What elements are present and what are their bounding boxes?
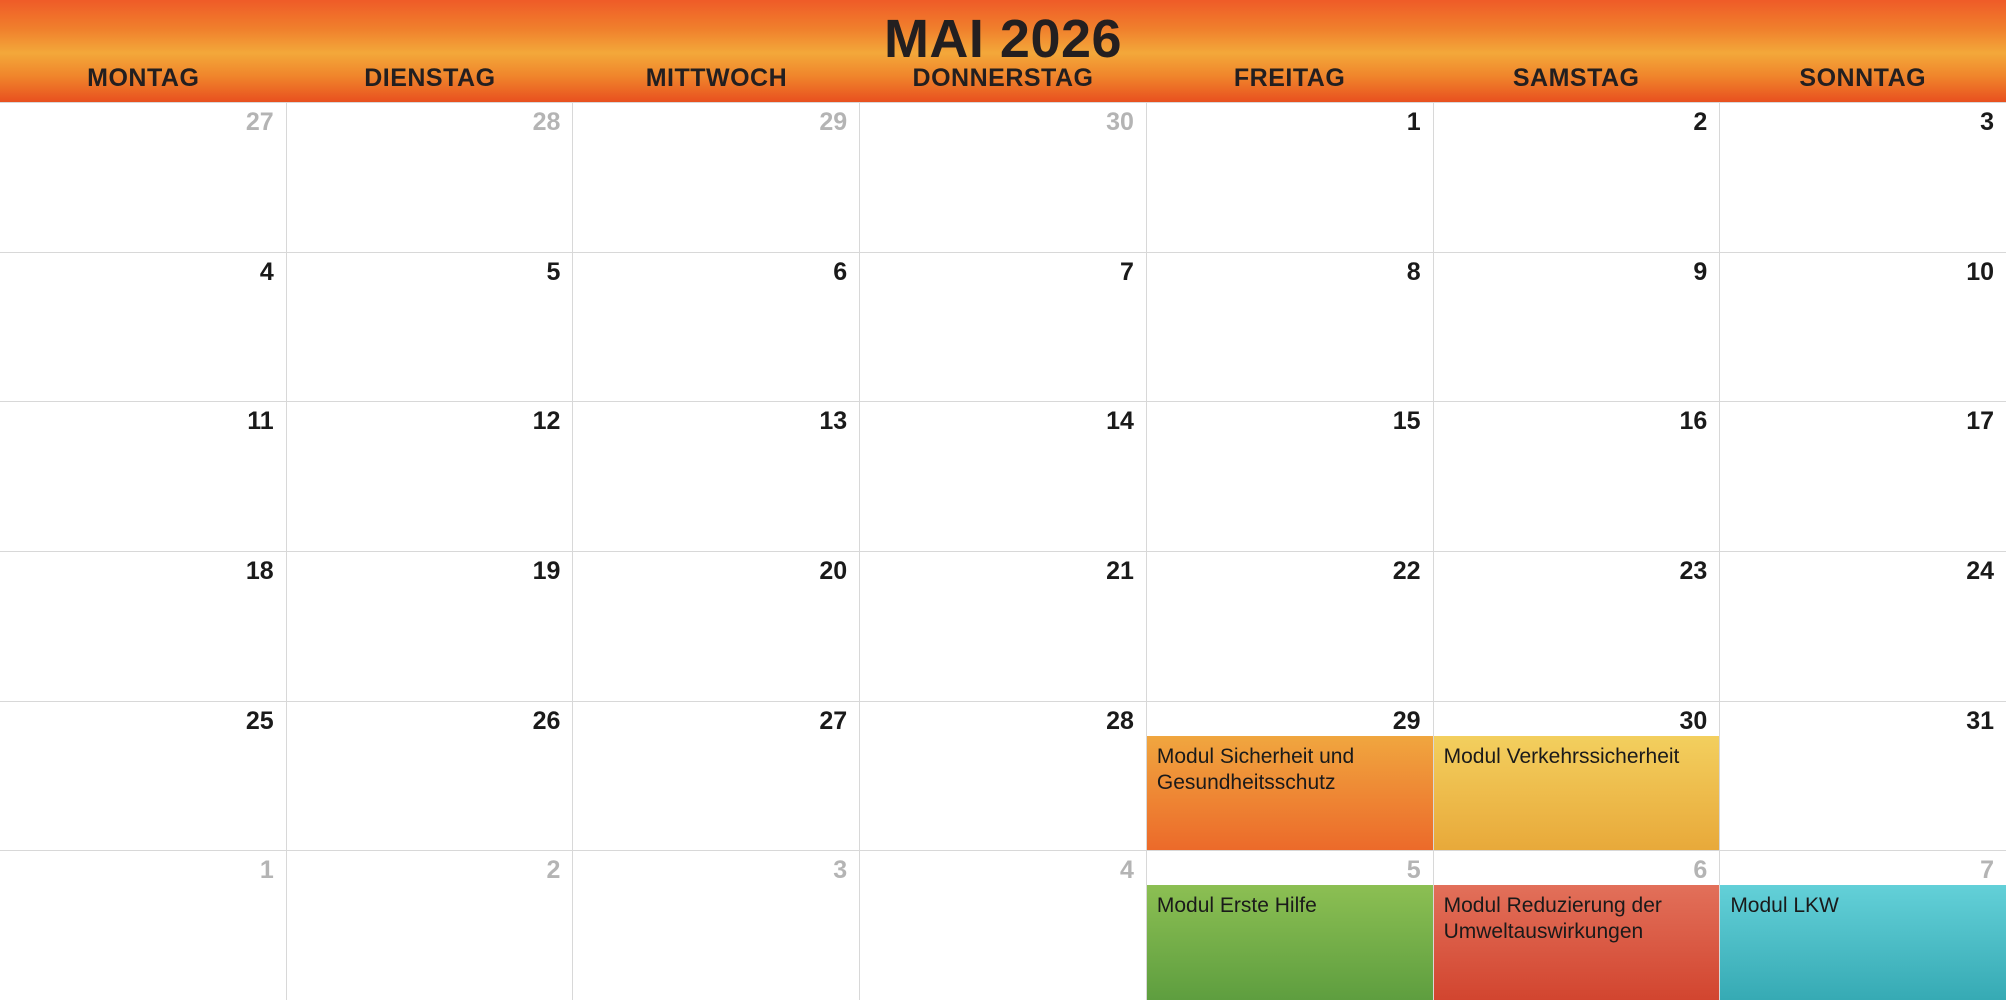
calendar-day-cell[interactable] <box>1434 103 1721 252</box>
day-events <box>860 736 1146 851</box>
calendar-day-cell[interactable] <box>1147 402 1434 551</box>
day-events <box>1147 436 1433 551</box>
day-events <box>287 137 573 252</box>
calendar-grid <box>0 102 2006 1000</box>
day-number: 7 <box>1119 257 1134 286</box>
calendar-day-cell[interactable] <box>0 253 287 402</box>
calendar-day-cell[interactable] <box>0 851 287 1000</box>
day-events <box>573 885 859 1000</box>
day-events <box>287 586 573 701</box>
calendar-week-row <box>0 552 2006 702</box>
day-events <box>860 586 1146 701</box>
calendar-event[interactable]: Modul Reduzierung der Umweltauswirkungen <box>1434 885 1720 1000</box>
day-events <box>0 885 286 1000</box>
day-events <box>1434 436 1720 551</box>
day-number: 24 <box>1966 557 1995 586</box>
day-events <box>1434 885 1720 1000</box>
calendar-event[interactable]: Modul Verkehrssicherheit <box>1434 736 1720 851</box>
day-number: 19 <box>532 557 561 586</box>
day-events <box>860 436 1146 551</box>
calendar-day-cell[interactable] <box>1147 702 1434 851</box>
day-number: 1 <box>259 856 274 885</box>
calendar-day-cell[interactable] <box>0 402 287 551</box>
calendar-day-cell[interactable] <box>860 402 1147 551</box>
day-events <box>860 287 1146 402</box>
day-number: 22 <box>1392 557 1421 586</box>
day-events <box>573 287 859 402</box>
day-number: 6 <box>833 257 848 286</box>
day-events <box>287 436 573 551</box>
weekday-sunday: SONNTAG <box>1799 64 1927 92</box>
day-events <box>1720 736 2006 851</box>
calendar-day-cell[interactable] <box>1720 702 2006 851</box>
weekday-saturday: SAMSTAG <box>1512 64 1640 92</box>
day-events <box>1147 287 1433 402</box>
weekday-wednesday: MITTWOCH <box>645 64 788 92</box>
calendar-day-cell[interactable] <box>573 103 860 252</box>
day-number: 20 <box>819 557 848 586</box>
day-number: 8 <box>1406 257 1421 286</box>
calendar-day-cell[interactable] <box>0 103 287 252</box>
calendar-day-cell[interactable] <box>860 851 1147 1000</box>
calendar-day-cell[interactable] <box>287 702 574 851</box>
calendar-day-cell[interactable] <box>1720 253 2006 402</box>
day-number: 28 <box>532 108 561 136</box>
calendar-day-cell[interactable] <box>1720 552 2006 701</box>
calendar-week-row <box>0 103 2006 253</box>
day-events <box>573 586 859 701</box>
day-events <box>860 137 1146 252</box>
day-number: 2 <box>1693 108 1708 136</box>
day-number: 12 <box>532 407 561 436</box>
day-events <box>0 586 286 701</box>
day-events <box>573 436 859 551</box>
day-events <box>1434 287 1720 402</box>
day-events <box>1147 736 1433 851</box>
day-number: 11 <box>247 407 274 436</box>
day-events <box>1720 885 2006 1000</box>
day-events <box>0 287 286 402</box>
calendar-day-cell[interactable] <box>0 552 287 701</box>
calendar-week-row <box>0 402 2006 552</box>
day-number: 4 <box>1119 856 1134 885</box>
day-number: 21 <box>1106 557 1134 586</box>
weekday-thursday: DONNERSTAG <box>912 64 1094 92</box>
calendar-day-cell[interactable] <box>287 103 574 252</box>
calendar-day-cell[interactable] <box>287 552 574 701</box>
calendar-day-cell[interactable] <box>860 253 1147 402</box>
day-events <box>1720 137 2006 252</box>
calendar-day-cell[interactable] <box>1147 103 1434 252</box>
day-events <box>287 885 573 1000</box>
day-events <box>1434 586 1720 701</box>
day-number: 14 <box>1106 407 1134 436</box>
day-number: 4 <box>259 257 274 286</box>
day-number: 29 <box>1392 706 1421 735</box>
day-number: 27 <box>245 108 274 136</box>
day-events <box>1720 436 2006 551</box>
day-events <box>573 736 859 851</box>
day-number: 28 <box>1106 706 1134 735</box>
day-events <box>287 287 573 402</box>
day-events <box>1720 586 2006 701</box>
day-number: 3 <box>1980 108 1995 136</box>
day-number: 31 <box>1966 706 1995 735</box>
day-events <box>1147 885 1433 1000</box>
calendar-day-cell[interactable] <box>1720 851 2006 1000</box>
day-number: 6 <box>1693 856 1708 885</box>
calendar-day-cell[interactable] <box>287 851 574 1000</box>
day-number: 16 <box>1679 407 1708 436</box>
day-events <box>573 137 859 252</box>
day-number: 10 <box>1966 257 1995 286</box>
calendar-day-cell[interactable] <box>1434 851 1721 1000</box>
day-number: 17 <box>1966 407 1995 436</box>
calendar-day-cell[interactable] <box>1720 402 2006 551</box>
calendar-day-cell[interactable] <box>860 552 1147 701</box>
day-events <box>287 736 573 851</box>
calendar-day-cell[interactable] <box>860 103 1147 252</box>
calendar-day-cell[interactable] <box>1434 402 1721 551</box>
calendar-day-cell[interactable] <box>1147 851 1434 1000</box>
calendar-day-cell[interactable] <box>0 702 287 851</box>
day-number: 25 <box>245 706 274 735</box>
day-number: 1 <box>1406 108 1421 136</box>
day-events <box>1720 287 2006 402</box>
calendar-day-cell[interactable] <box>860 702 1147 851</box>
day-events <box>1434 736 1720 851</box>
day-number: 23 <box>1679 557 1708 586</box>
day-number: 30 <box>1106 108 1134 136</box>
calendar-day-cell[interactable] <box>1720 103 2006 252</box>
day-number: 30 <box>1679 706 1708 735</box>
day-number: 5 <box>1406 856 1421 885</box>
calendar-day-cell[interactable] <box>1434 253 1721 402</box>
day-events <box>0 736 286 851</box>
day-events <box>0 436 286 551</box>
calendar-day-cell[interactable] <box>287 253 574 402</box>
weekday-tuesday: DIENSTAG <box>364 64 496 92</box>
day-number: 13 <box>819 407 848 436</box>
day-events <box>1434 137 1720 252</box>
day-number: 5 <box>546 257 561 286</box>
weekday-monday: MONTAG <box>87 64 200 92</box>
day-number: 2 <box>546 856 561 885</box>
day-number: 26 <box>532 706 561 735</box>
calendar-week-row <box>0 702 2006 852</box>
calendar-week-row <box>0 253 2006 403</box>
calendar-day-cell[interactable] <box>573 851 860 1000</box>
weekday-friday: FREITAG <box>1233 64 1346 92</box>
calendar-day-cell[interactable] <box>287 402 574 551</box>
calendar-day-cell[interactable] <box>1147 253 1434 402</box>
day-number: 3 <box>833 856 848 885</box>
day-number: 27 <box>819 706 848 735</box>
calendar-day-cell[interactable] <box>573 402 860 551</box>
weekday-header-row <box>0 62 2006 102</box>
page-title: MAI 2026 <box>883 9 1123 69</box>
day-events <box>860 885 1146 1000</box>
calendar-week-row <box>0 851 2006 1000</box>
calendar-day-cell[interactable] <box>1434 702 1721 851</box>
calendar-day-cell[interactable] <box>573 253 860 402</box>
day-number: 18 <box>245 557 274 586</box>
calendar-event[interactable]: Modul Erste Hilfe <box>1147 885 1433 1000</box>
calendar-day-cell[interactable] <box>1434 552 1721 701</box>
calendar-event[interactable]: Modul Sicherheit und Gesundheitsschutz <box>1147 736 1433 851</box>
day-events <box>1147 586 1433 701</box>
calendar-event[interactable]: Modul LKW <box>1720 885 2006 1000</box>
day-number: 9 <box>1693 257 1708 286</box>
day-events <box>1147 137 1433 252</box>
day-number: 29 <box>819 108 848 136</box>
calendar-header <box>0 0 2006 102</box>
day-number: 7 <box>1980 856 1995 885</box>
day-number: 15 <box>1392 407 1421 436</box>
calendar-day-cell[interactable] <box>573 552 860 701</box>
day-events <box>0 137 286 252</box>
calendar-day-cell[interactable] <box>573 702 860 851</box>
calendar-day-cell[interactable] <box>1147 552 1434 701</box>
